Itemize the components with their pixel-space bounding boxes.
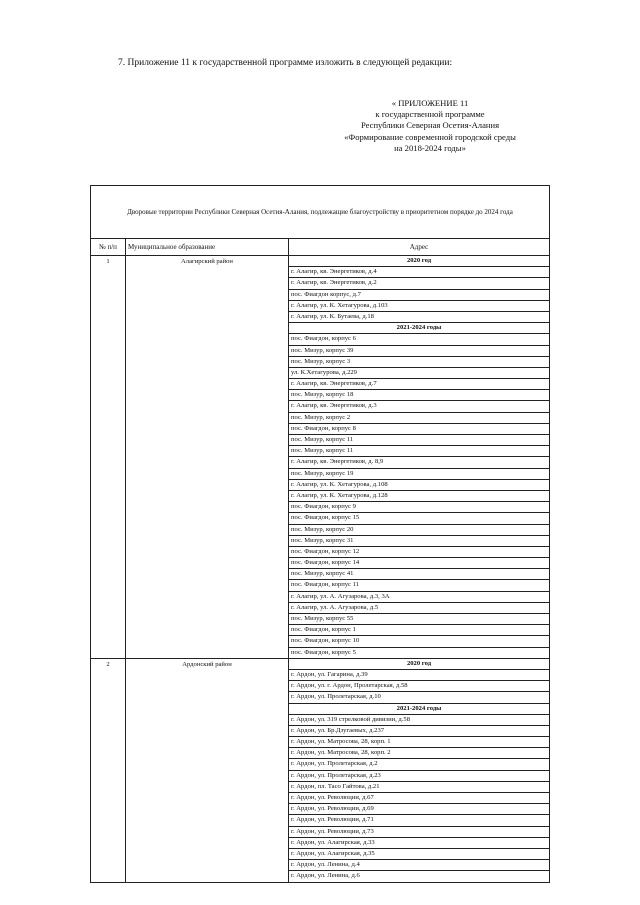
address-line: г. Ардон, ул. Матросова, 28, корп. 2 [289,748,549,759]
address-line: г. Ардон, ул. 319 стрелковой дивизии, д.58 [289,715,549,726]
address-line: пос. Мизур, корпус 19 [289,469,549,480]
address-line: пос. Мизур, корпус 18 [289,390,549,401]
address-line: г. Ардон, ул. Матросова, 28, корп. 1 [289,737,549,748]
address-line: г. Ардон, ул. Революции, д.71 [289,815,549,826]
column-header-number: № п/п [91,239,126,256]
address-line: г. Алагир, кв. Энергетиков, д.7 [289,379,549,390]
address-line: г. Алагир, кв. Энергетиков, д. 8,9 [289,457,549,468]
address-line: пос. Фиагдон, корпус 15 [289,513,549,524]
table-caption: Дворовые территории Республики Северная Осетия-Алания, подлежащие благоустройству в приоритетном порядке до 2024 года [91,186,550,239]
courtyards-table [90,185,550,883]
address-line: г. Ардон, ул. Революции, д.67 [289,793,549,804]
year-section-title: 2020 год [289,256,549,267]
address-line: пос. Фиагдон, корпус 6 [289,334,549,345]
table-row [91,658,550,882]
row-number: 2 [91,658,126,882]
header-line: к государственной программе [375,109,485,120]
address-line: г. Ардон, ул. Гагарина, д.39 [289,670,549,681]
year-section-title: 2021-2024 годы [289,323,549,334]
intro-paragraph: 7. Приложение 11 к государственной программе изложить в следующей редакции: [118,58,453,68]
address-line: г. Ардон, ул. Бр.Дзугаевых, д.237 [289,726,549,737]
address-line: г. Алагир, ул. К. Бутаева, д.18 [289,312,549,323]
address-line: пос. Фиагдон, корпус 9 [289,502,549,513]
address-line: г. Ардон, ул. Пролетарская, д.2 [289,759,549,770]
address-line: ул. К.Хетагурова, д.229 [289,368,549,379]
header-line: «Формирование современной городской среды [344,131,516,142]
header-line: Республики Северная Осетия-Алания [360,120,500,131]
table-row [91,256,550,659]
address-line: г. Алагир, ул. А. Агузарова, д.5 [289,603,549,614]
address-line: г. Алагир, кв. Энергетиков, д.3 [289,401,549,412]
address-line: г. Алагир, кв. Энергетиков, д.4 [289,267,549,278]
address-line: пос. Мизур, корпус 41 [289,569,549,580]
address-line: г. Ардон, пл. Тасо Гайтова, д.21 [289,782,549,793]
address-line: пос. Мизур, корпус 20 [289,525,549,536]
municipality-name: Ардонский район [126,658,289,882]
address-line: пос. Фиагдон, корпус 1 [289,625,549,636]
column-header-address: Адрес [289,239,550,256]
row-number: 1 [91,256,126,659]
header-line: на 2018-2024 годы» [394,142,466,153]
column-header-municipality: Муниципальное образование [126,239,289,256]
address-list [289,256,549,658]
address-line: пос. Мизур, корпус 11 [289,435,549,446]
address-line: г. Алагир, ул. К. Хетагурова, д.103 [289,301,549,312]
address-line: г. Ардон, ул. г. Ардон, Пролетарская, д.58 [289,681,549,692]
address-line: пос. Мизур, корпус 3 [289,357,549,368]
address-line: г. Ардон, ул. Пролетарская, д.10 [289,692,549,703]
address-line: г. Ардон, ул. Ленина, д.6 [291,872,360,880]
address-line: пос. Мизур, корпус 39 [289,346,549,357]
address-line: пос. Фиагдон, корпус 10 [289,636,549,647]
address-line: г. Алагир, ул. А. Агузарова, д.3, 3А [289,592,549,603]
address-line: г. Ардон, ул. Алагирская, д.35 [289,849,549,860]
address-line: г. Алагир, ул. К. Хетагурова, д.128 [289,491,549,502]
address-cell [289,256,550,659]
address-line: пос. Мизур, корпус 11 [289,446,549,457]
address-line: г. Алагир, кв. Энергетиков, д.2 [289,278,549,289]
address-line: пос. Фиагдон, корпус 5 [291,648,356,656]
year-section-title: 2021-2024 годы [289,704,549,715]
address-line: г. Алагир, ул. К. Хетагурова, д.108 [289,480,549,491]
year-section-title: 2020 год [289,659,549,670]
header-line: « ПРИЛОЖЕНИЕ 11 [391,98,469,108]
appendix-header [330,98,530,154]
address-line: г. Ардон, ул. Ленина, д.4 [289,860,549,871]
address-line: пос. Фиагдон, корпус 8 [289,424,549,435]
address-line: г. Ардон, ул. Революции, д.69 [289,804,549,815]
address-line: пос. Фиагдон, корпус 14 [289,558,549,569]
address-line: пос. Фиагдон корпус, д.7 [289,290,549,301]
address-line: г. Ардон, ул. Революции, д.73 [289,827,549,838]
municipality-name: Алагирский район [126,256,289,659]
address-cell [289,658,550,882]
address-line: пос. Фиагдон, корпус 12 [289,547,549,558]
address-line: пос. Мизур, корпус 55 [289,614,549,625]
address-line: г. Ардон, ул. Алагирская, д.33 [289,838,549,849]
address-line: г. Ардон, ул. Пролетарская, д.23 [289,771,549,782]
address-list [289,659,549,882]
address-line: пос. Мизур, корпус 2 [289,413,549,424]
address-line: пос. Фиагдон, корпус 11 [289,580,549,591]
address-line: пос. Мизур, корпус 31 [289,536,549,547]
